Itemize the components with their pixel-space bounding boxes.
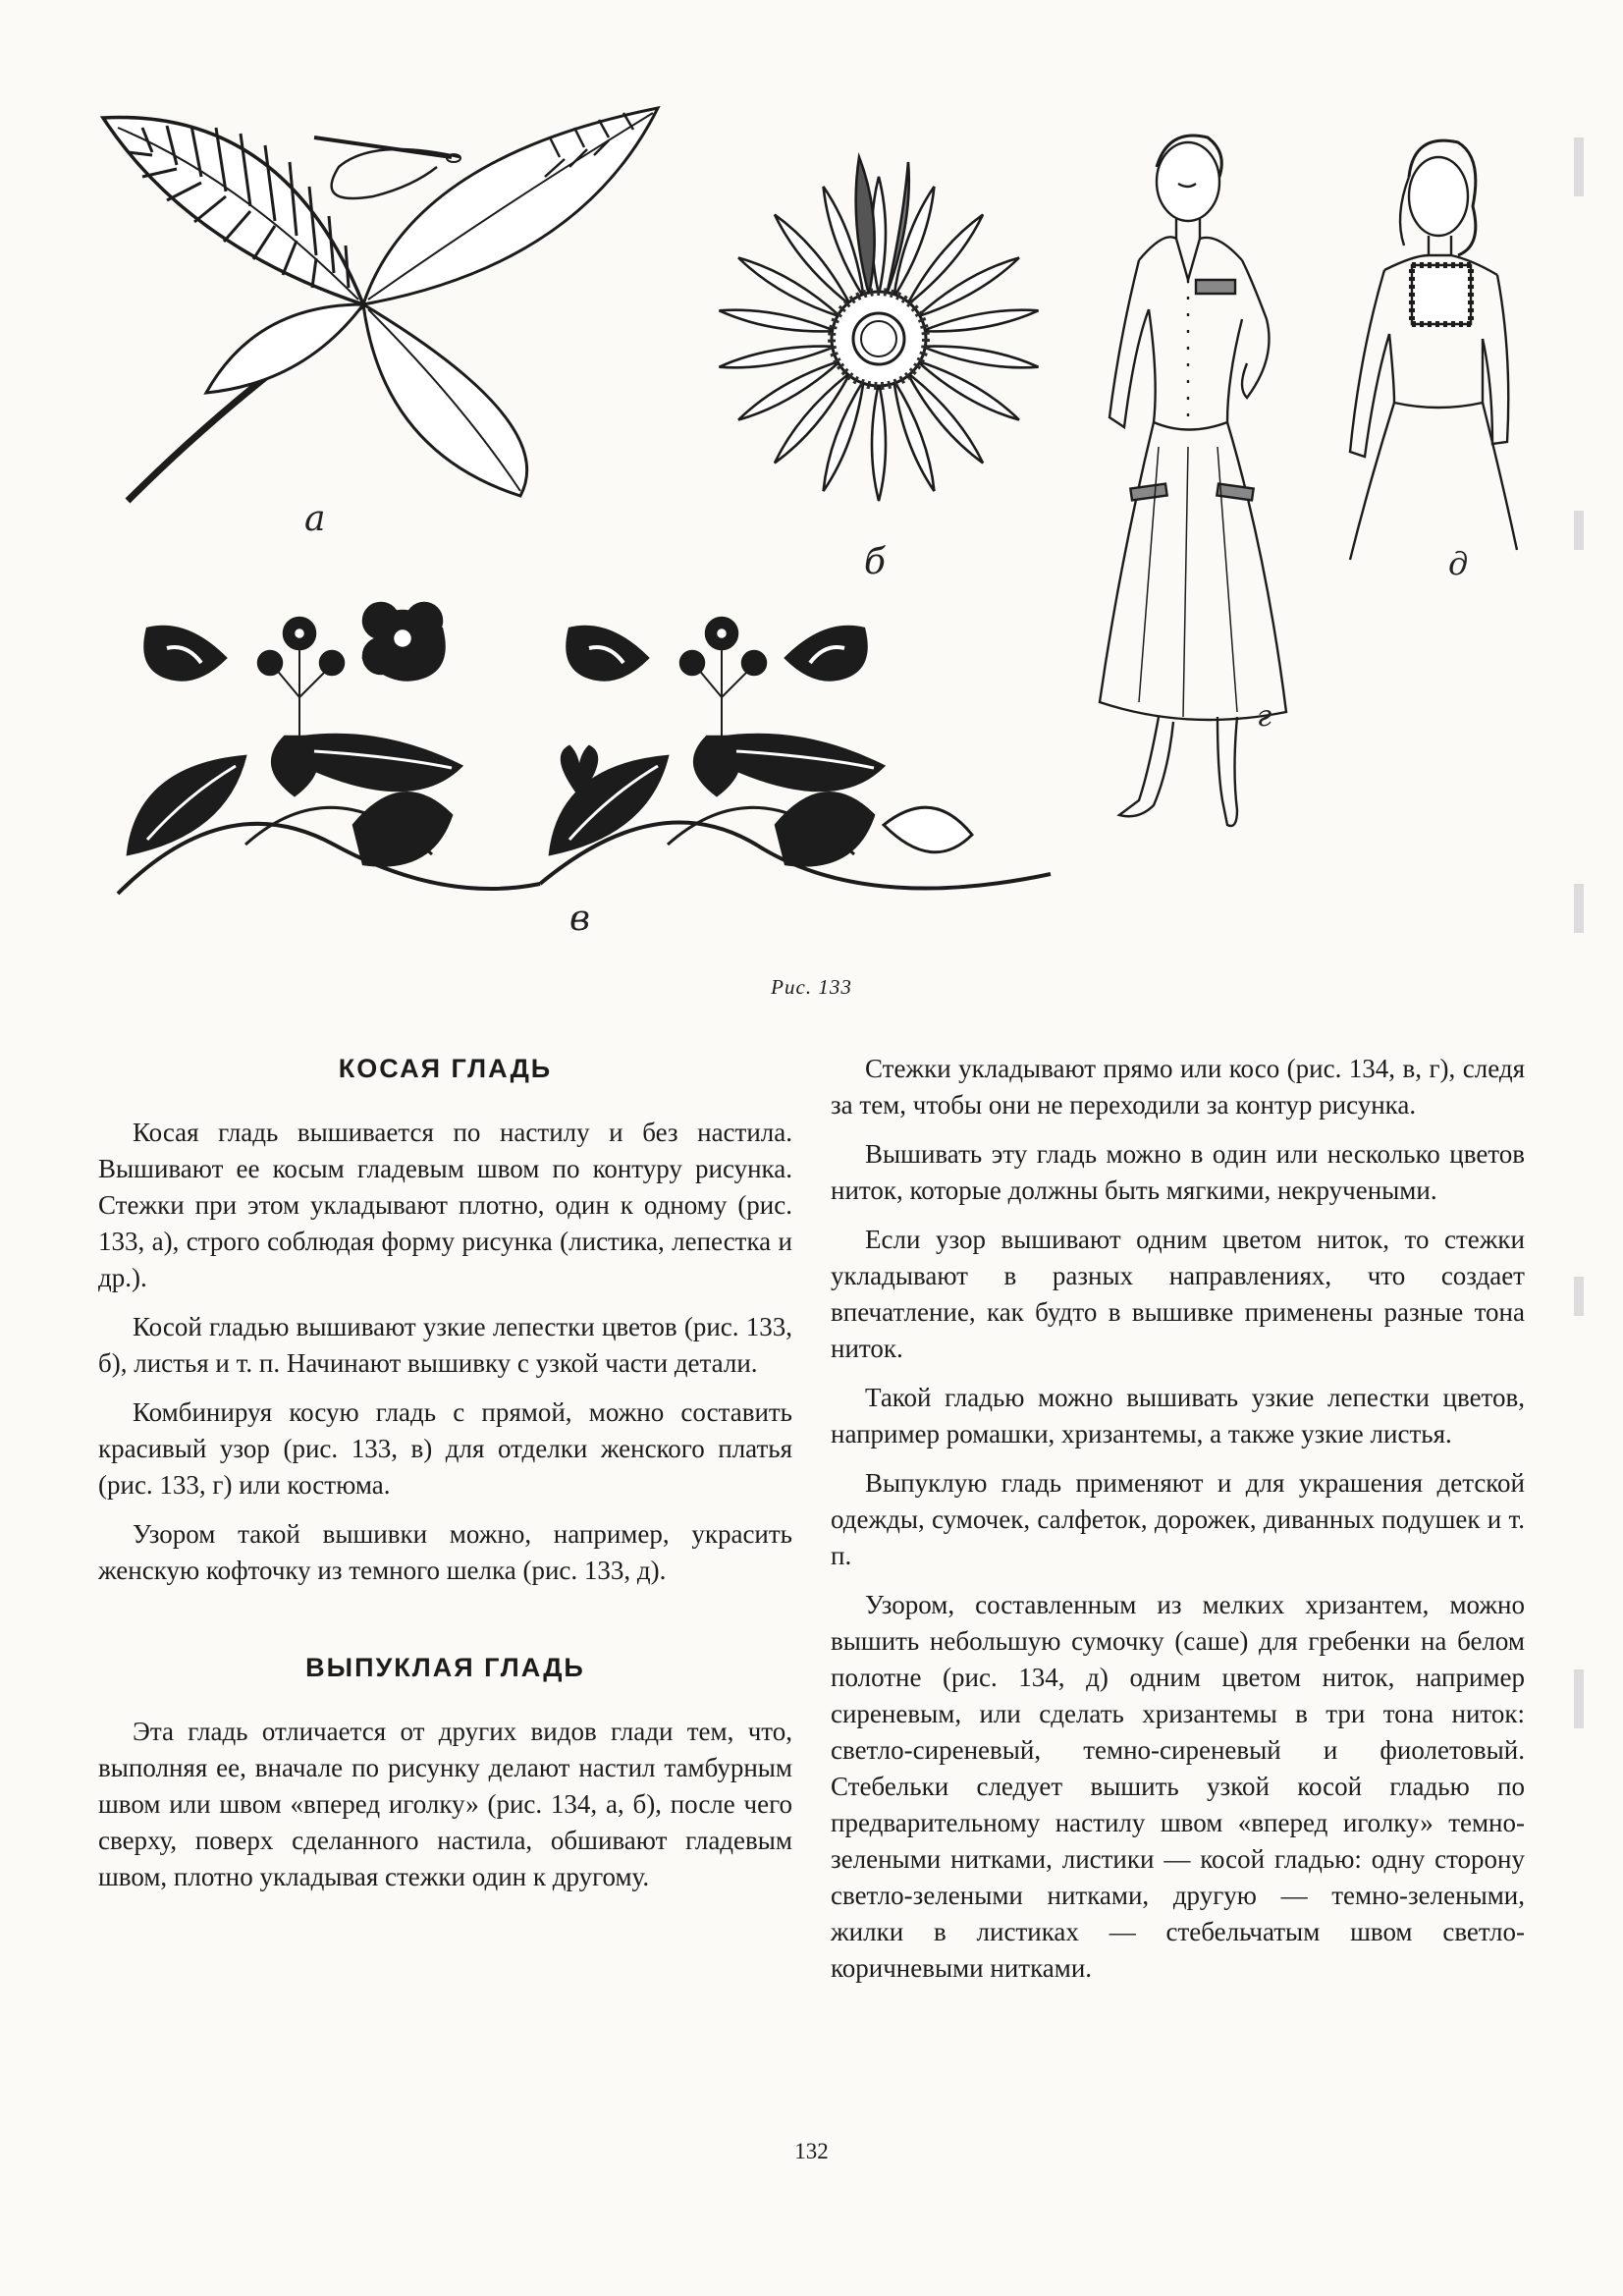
section-title: ВЫПУКЛАЯ ГЛАДЬ — [305, 1653, 585, 1682]
figure-label-g: г — [1257, 699, 1272, 734]
scan-edge-mark — [1574, 1277, 1584, 1316]
scan-edge-mark — [1574, 1669, 1584, 1728]
figure-a-leaves-illustration — [88, 98, 677, 530]
section-title: КОСАЯ ГЛАДЬ — [338, 1054, 553, 1083]
figure-caption: Рис. 133 — [771, 975, 852, 999]
paragraph: Узором такой вышивки можно, например, украсить женскую кофточку из темного шелка (рис. 133, д). — [98, 1519, 792, 1585]
page-number: 132 — [794, 2139, 829, 2163]
text-column-right — [831, 1051, 1525, 1999]
text-column-left — [98, 1051, 792, 1908]
figure-label-d: д — [1448, 545, 1469, 582]
paragraph: Комбинируя косую гладь с прямой, можно составить красивый узор (рис. 133, в) для отделки женского платья (рис. 133, г) или костюма. — [98, 1397, 792, 1500]
paragraph: Узором, составленным из мелких хризантем, можно вышить небольшую сумочку (саше) для гребенки на белом полотне (рис. 134, д) одним цветом ниток, например сиреневым, или сделать хризантемы в три тона ниток: светло-сиреневый, темно-сиреневый и фиолетовый. Стебельки следует вышить узкой косой гладью по предварительному настилу швом «вперед иголку» темно-зелеными нитками, листики — косой гладью: одну сторону светло-зелеными нитками, другую — темно-зелеными, жилки в листиках — стебельчатым швом светло-коричневыми нитками. — [831, 1590, 1525, 1983]
figure-b-daisy-illustration — [687, 128, 1070, 530]
paragraph: Стежки укладывают прямо или косо (рис. 134, в, г), следя за тем, чтобы они не переходили за контур рисунка. — [831, 1054, 1525, 1120]
paragraph: Выпуклую гладь применяют и для украшения детской одежды, сумочек, салфеток, дорожек, диванных подушек и т. п. — [831, 1468, 1525, 1570]
paragraph: Такой гладью можно вышивать узкие лепестки цветов, например ромашки, хризантемы, а также узкие листья. — [831, 1383, 1525, 1449]
scan-edge-mark — [1574, 884, 1584, 933]
paragraph: Эта гладь отличается от других видов глади тем, что, выполняя ее, вначале по рисунку делают настил тамбурным швом или швом «вперед иголку» (рис. 134, а, б), после чего сверху, поверх сделанного настила, обшивают гладевым швом, плотно укладывая стежки один к другому. — [98, 1717, 792, 1891]
figure-v-floral-border-illustration — [108, 589, 1065, 913]
scan-edge-mark — [1574, 511, 1584, 550]
scan-edge-mark — [1574, 137, 1584, 196]
figure-d-blouse-illustration — [1335, 128, 1517, 560]
figure-label-b: б — [864, 542, 886, 582]
paragraph: Вышивать эту гладь можно в один или несколько цветов ниток, которые должны быть мягкими, некручеными. — [831, 1139, 1525, 1205]
paragraph: Косая гладь вышивается по настилу и без настила. Вышивают ее косым гладевым швом по контуру рисунка. Стежки при этом укладывают плотно, один к одному (рис. 133, а), строго соблюдая форму рисунка (листика, лепестка и др.). — [98, 1118, 792, 1292]
figure-label-v: в — [569, 899, 590, 939]
paragraph: Если узор вышивают одним цветом ниток, то стежки укладывают в разных направлениях, что создает впечатление, как будто в вышивке применены разные тона ниток. — [831, 1225, 1525, 1363]
paragraph: Косой гладью вышивают узкие лепестки цветов (рис. 133, б), листья и т. п. Начинают вышивку с узкой части детали. — [98, 1312, 792, 1378]
figure-label-a: а — [304, 499, 326, 539]
